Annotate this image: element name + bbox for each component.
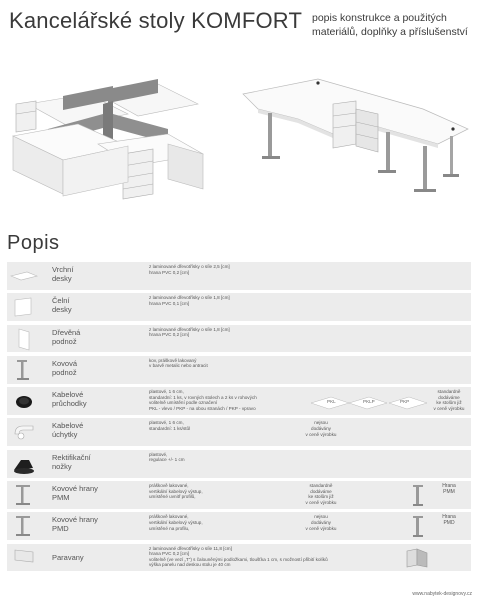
wooden-leg-thumbnail (9, 327, 39, 351)
spec-description: plastové, regulace +/- 1 cm (149, 451, 185, 463)
spec-description: práškově lakované, vertikální kabelový výstup, umístěné na profilu, (149, 514, 203, 531)
spec-note-included: standardně dodáváme ke stolům již v ceně výrobku (305, 483, 337, 505)
page-title: Kancelářské stoly KOMFORT (9, 8, 303, 33)
spec-description: z laminované dřevotřísky o síle 11,8 [cm] hrana PVC 0,2 [cm] volitelně (ve vezí „T“) s čalouněnými podložkami, tloušťka 1 cm, s možností přibití kolíků výška panelu nad deskou stolu je 40 cm (149, 545, 328, 568)
cable-clip-thumbnail (9, 420, 39, 444)
section-title-popis: Popis (7, 232, 60, 254)
spec-description: plastové, 1 6 cm, standardní: 1 ks, v rovných stolech a 2 ks v rohových volitelně umístění podle označení PKL - vlevo / PKP - na obou stranách / PKP - vpravo (149, 389, 257, 411)
spec-note-not-included: nejsou dodávány v ceně výrobku (305, 514, 337, 531)
edge-pmd-label: Hrana PMD (442, 514, 456, 527)
cable-grommet-thumbnail (9, 389, 39, 413)
spec-row-vrchni-desky (7, 262, 471, 290)
edge-pmm-profile-icon (411, 484, 425, 507)
metal-edge-pmd-thumbnail (9, 514, 39, 538)
partition-panel-thumbnail (9, 546, 39, 570)
page-subtitle (312, 11, 472, 39)
spec-description: z laminované dřevotřísky o síle 1,8 [cm] hrana PVC 0,2 [cm] (149, 326, 230, 338)
subtitle-line-2: materiálů, doplňky a příslušenství (312, 26, 468, 38)
spec-description: z laminované dřevotřísky o síle 2,5 [cm] hrana PVC 0,2 [cm] (149, 264, 230, 275)
spec-name: Kovové hrany PMD (52, 515, 98, 534)
grommet-tag-pkp: PKP (400, 399, 410, 405)
website-url[interactable]: www.nabytek-designovy.cz (412, 591, 472, 597)
spec-row-kovove-hrany-pmm (7, 481, 471, 509)
spec-row-celni-desky (7, 293, 471, 321)
spec-description: z laminované dřevotřísky o síle 1,8 [cm] hrana PVC 0,1 [cm] (149, 295, 230, 306)
spec-description: plastové, 1 6 cm, standardní: 1 ks/stůl (149, 420, 191, 432)
leveling-foot-thumbnail (9, 452, 39, 476)
spec-name: Paravany (52, 552, 84, 562)
spec-row-paravany (7, 544, 471, 572)
workstation-cluster-image (8, 74, 208, 214)
spec-name: Vrchní desky (52, 265, 74, 283)
spec-list (7, 262, 471, 575)
spec-row-kabelove-pruchodky (7, 387, 471, 415)
top-board-thumbnail (9, 264, 39, 288)
spec-row-drevena-podnoz (7, 325, 471, 353)
spec-row-rektifikacni-nozky (7, 450, 471, 478)
spec-name: Rektifikační nožky (52, 452, 91, 471)
spec-name: Kovová podnož (52, 358, 78, 377)
metal-leg-thumbnail (9, 358, 39, 382)
spec-description: práškově lakované, vertikální kabelový výstup, umístěné uvnitř profilů, (149, 483, 203, 500)
front-panel-thumbnail (9, 295, 39, 319)
subtitle-line-1: popis konstrukce a použitých (312, 12, 447, 24)
ergonomic-desk-image (238, 74, 474, 214)
spec-description: kov, práškově lakovaný v barvě metalic nebo antracit (149, 357, 208, 369)
spec-name: Kabelové průchodky (52, 390, 87, 409)
spec-name: Kabelové úchytky (52, 421, 84, 440)
spec-name: Kovové hrany PMM (52, 484, 98, 503)
spec-row-kabelove-uchytky (7, 418, 471, 446)
spec-note-included: standardně dodáváme ke stolům již v ceně výrobku (433, 389, 465, 411)
spec-note-not-included: nejsou dodávány v ceně výrobku (305, 420, 337, 437)
grommet-tag-pkl: PKL (327, 399, 336, 405)
partition-bracket-icon (403, 547, 431, 570)
spec-name: Čelní desky (52, 296, 72, 315)
metal-edge-pmm-thumbnail (9, 483, 39, 507)
spec-name: Dřevěná podnož (52, 327, 81, 346)
spec-row-kovova-podnoz (7, 356, 471, 384)
grommet-tag-pklp: PKLP (363, 399, 375, 405)
edge-pmm-label: Hrana PMM (442, 483, 456, 496)
edge-pmd-profile-icon (411, 515, 425, 538)
spec-row-kovove-hrany-pmd (7, 512, 471, 540)
